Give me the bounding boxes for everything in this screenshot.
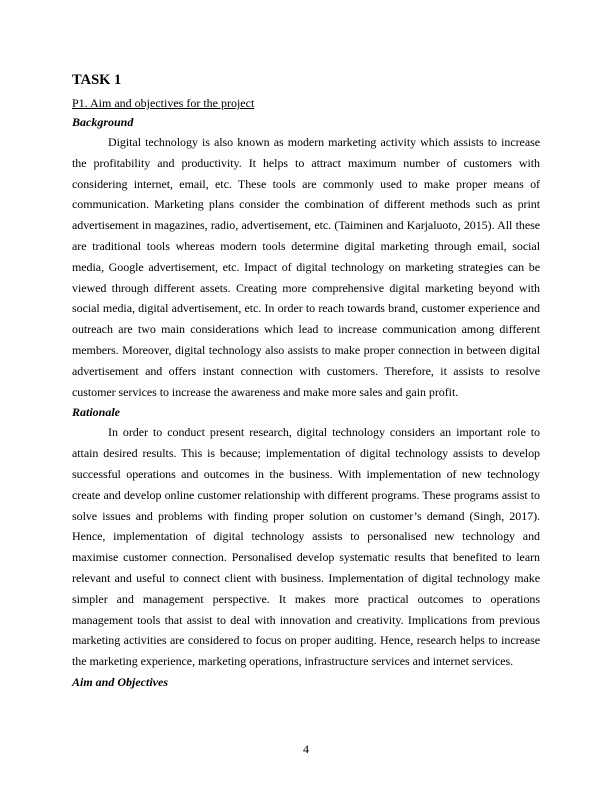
rationale-heading: Rationale: [72, 405, 121, 420]
aim-objectives-heading: Aim and Objectives: [72, 674, 168, 689]
page-number: 4: [303, 742, 309, 756]
section-subheading: P1. Aim and objectives for the project: [72, 96, 255, 110]
task-heading: TASK 1: [72, 72, 122, 88]
document-page: [72, 70, 540, 692]
background-heading: Background: [72, 115, 134, 129]
rationale-paragraph: In order to conduct present research, digital technology considers an important role to attain desired results. This is because; implementation of digital technology assists to develop successful operations and outcomes in the business. With implementation of new technology create and develop online customer relationship with different programs. These programs assist to solve issues and problems with finding proper solution on customer’s demand (Singh, 2017). Hence, implementation of digital technology assists to personalised new technology and maximise customer connection. Personalised develop systematic results that benefited to learn relevant and useful to connect client with business. Implementation of digital technology make simpler and management perspective. It makes more practical outcomes to operations management tools that assist to deal with innovation and creativity. Implications from previous marketing activities are considered to focus on proper auditing. Hence, research helps to increase the marketing experience, marketing operations, infrastructure services and internet services.: [72, 425, 540, 669]
background-paragraph: Digital technology is also known as modern marketing activity which assists to increase the profitability and productivity. It helps to attract maximum number of customers with considering internet, email, etc. These tools are commonly used to make proper means of communication. Marketing plans consider the combination of different methods such as print advertisement in magazines, radio, advertisement, etc. (Taiminen and Karjaluoto, 2015). All these are traditional tools whereas modern tools determine digital marketing through email, social media, Google advertisement, etc. Impact of digital technology on marketing strategies can be viewed through different assets. Creating more comprehensive digital marketing beyond with social media, digital advertisement, etc. In order to reach towards brand, customer experience and outreach are two main considerations which lead to increase communication among different members. Moreover, digital technology also assists to make proper connection in between digital advertisement and offers instant connection with customers. Therefore, it assists to resolve customer services to increase the awareness and make more sales and gain profit.: [72, 135, 540, 399]
